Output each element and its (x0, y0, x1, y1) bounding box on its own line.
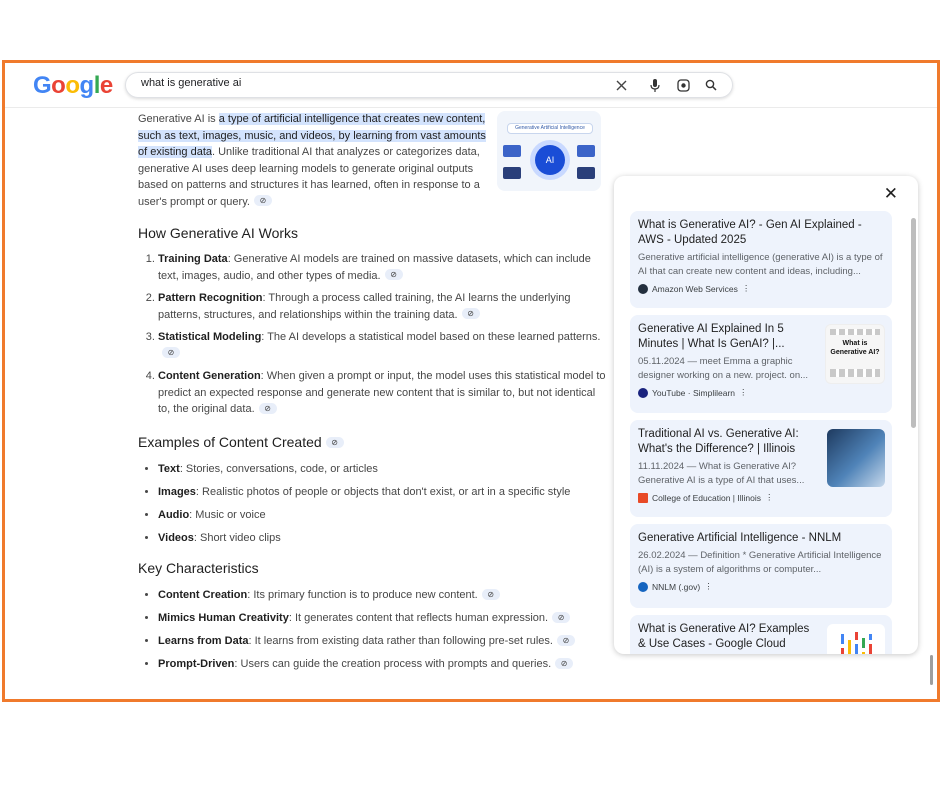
card-snippet: 26.02.2024 — Definition * Generative Artificial Intelligence (AI) is a system of algorithms or computer... (638, 550, 882, 575)
card-snippet: 11.11.2024 — What is Generative AI? Generative AI is a type of AI that uses... (638, 461, 805, 486)
thumbnail-title: Generative Artificial Intelligence (507, 123, 593, 134)
more-icon[interactable]: ⋮ (765, 492, 774, 502)
list-item (158, 507, 606, 524)
heading-text: Examples of Content Created (138, 434, 322, 450)
item-text: : When given a prompt or input, the model uses this statistical model to predict an expected response and generate new content that is similar to, but not identical to, the original data. (158, 370, 606, 415)
card-title[interactable]: What is Generative AI? - Gen AI Explained - AWS - Updated 2025 (638, 219, 862, 246)
ai-badge: AI (535, 145, 565, 175)
list-item (158, 633, 606, 650)
list-item (158, 329, 606, 362)
nnlm-favicon-icon (638, 582, 648, 592)
source-card[interactable] (630, 615, 892, 654)
source-card[interactable] (630, 524, 892, 608)
list-item (158, 587, 606, 604)
card-title[interactable]: Generative Artificial Intelligence - NNLM (638, 532, 842, 544)
close-icon[interactable]: ✕ (883, 184, 898, 203)
page-scrollbar[interactable] (930, 655, 933, 685)
item-term: Statistical Modeling (158, 331, 262, 343)
thumbnail-decoration (830, 369, 880, 377)
list-item (158, 290, 606, 323)
intro-prefix: Generative AI is (138, 113, 219, 125)
source-name: College of Education | Illinois (652, 492, 761, 503)
card-snippet: Generative artificial intelligence (generative AI) is a type of AI that can create new content and ideas, including... (638, 252, 883, 277)
microphone-icon[interactable] (646, 76, 664, 94)
logo-letter: e (99, 72, 113, 99)
logo-letter: l (93, 72, 100, 99)
item-term: Content Generation (158, 370, 261, 382)
more-icon[interactable]: ⋮ (741, 283, 751, 293)
search-header (5, 63, 937, 108)
intro-suffix: . Unlike traditional AI that analyzes or categorizes data, generative AI uses deep learning models to generate original outputs based on patterns and structures it has learned, often in response to a user's prompt or query. (138, 146, 480, 208)
illinois-favicon-icon (638, 493, 648, 503)
link-icon[interactable]: ⊘ (326, 437, 344, 448)
overview-intro (138, 111, 490, 210)
scrollbar-thumb[interactable] (911, 218, 916, 428)
ai-overview (138, 111, 606, 670)
card-title[interactable]: Generative AI Explained In 5 Minutes | What Is GenAI? |... (638, 323, 785, 350)
source-name: NNLM (.gov) (652, 581, 701, 592)
google-cloud-thumbnail[interactable] (827, 624, 885, 654)
source-card[interactable] (630, 315, 892, 413)
list-item (158, 368, 606, 418)
source-card[interactable] (630, 211, 892, 308)
search-icon[interactable] (702, 76, 720, 94)
intro-highlight: a type of artificial intelligence that creates new content, such as text, images, music, and videos, by learning from vast amounts of existing data (138, 113, 486, 158)
logo-letter: o (51, 72, 66, 99)
lens-icon[interactable] (674, 76, 692, 94)
source-name: Amazon Web Services (652, 283, 738, 294)
section-heading-works: How Generative AI Works (138, 225, 299, 241)
item-term: Content Creation (158, 589, 248, 601)
card-source (638, 283, 884, 294)
list-item (158, 610, 606, 627)
item-term: Text (158, 463, 180, 475)
item-term: Videos (158, 532, 194, 544)
item-text: : Short video clips (193, 532, 281, 544)
logo-letter: o (65, 72, 80, 99)
section-heading-examples (138, 434, 344, 451)
item-text: : Users can guide the creation process with prompts and queries. (234, 658, 552, 670)
link-icon[interactable]: ⊘ (385, 269, 403, 280)
link-icon[interactable]: ⊘ (552, 612, 570, 623)
list-item (158, 530, 606, 547)
examples-list (138, 461, 606, 553)
card-title[interactable]: What is Generative AI? Examples & Use Cases - Google Cloud (638, 623, 810, 650)
more-icon[interactable]: ⋮ (704, 581, 713, 591)
item-term: Audio (158, 509, 190, 521)
sources-panel (614, 176, 918, 654)
item-text: : It learns from existing data rather than following pre-set rules. (248, 635, 553, 647)
list-item (158, 251, 606, 284)
works-list (138, 251, 606, 424)
item-text: : Music or voice (189, 509, 266, 521)
card-title[interactable]: Traditional AI vs. Generative AI: What's the Difference? | Illinois (638, 428, 799, 455)
link-icon[interactable]: ⊘ (162, 347, 180, 358)
card-snippet: 05.11.2024 — meet Emma a graphic designer working on a new. project. on... (638, 356, 809, 381)
aws-favicon-icon (638, 284, 648, 294)
list-item (158, 461, 606, 478)
link-icon[interactable]: ⊘ (462, 308, 480, 319)
source-card[interactable] (630, 420, 892, 517)
source-cards (630, 211, 892, 654)
logo-letter: g (79, 72, 94, 99)
item-text: : The AI develops a statistical model based on these learned patterns. (261, 331, 601, 343)
list-item (158, 656, 606, 673)
section-heading-characteristics: Key Characteristics (138, 560, 259, 576)
link-icon[interactable]: ⊘ (482, 589, 500, 600)
card-source (638, 581, 884, 592)
link-icon[interactable]: ⊘ (557, 635, 575, 646)
search-input[interactable] (125, 72, 733, 98)
thumbnail-decoration (830, 329, 880, 335)
more-icon[interactable]: ⋮ (739, 387, 748, 397)
item-term: Training Data (158, 253, 228, 265)
logo-letter: G (33, 72, 52, 99)
source-name: YouTube · Simplilearn (652, 387, 735, 398)
card-source (638, 492, 884, 503)
item-text: : Its primary function is to produce new content. (247, 589, 478, 601)
item-term: Learns from Data (158, 635, 249, 647)
youtube-favicon-icon (638, 388, 648, 398)
item-text: : Stories, conversations, code, or articles (179, 463, 378, 475)
item-term: Mimics Human Creativity (158, 612, 289, 624)
thumbnail-caption: What is Generative AI? (830, 340, 880, 356)
list-item (158, 484, 606, 501)
item-text: : Through a process called training, the AI learns the underlying patterns, structures, and relationships within the training data. (158, 292, 571, 321)
browser-frame (2, 60, 940, 702)
link-icon[interactable]: ⊘ (254, 195, 272, 206)
google-logo[interactable] (33, 72, 113, 100)
card-source (638, 387, 884, 398)
characteristics-list (138, 587, 606, 679)
item-text: : Generative AI models are trained on massive datasets, which can include text, images, audio, and other types of media. (158, 253, 591, 282)
close-icon[interactable] (612, 76, 630, 94)
item-term: Pattern Recognition (158, 292, 263, 304)
link-icon[interactable]: ⊘ (555, 658, 573, 669)
item-text: : It generates content that reflects human expression. (288, 612, 549, 624)
item-term: Images (158, 486, 196, 498)
article-thumbnail[interactable] (827, 429, 885, 487)
item-text: : Realistic photos of people or objects that don't exist, or art in a specific style (195, 486, 571, 498)
search-query[interactable]: what is generative ai (141, 77, 242, 89)
link-icon[interactable]: ⊘ (259, 403, 277, 414)
video-thumbnail[interactable] (825, 324, 885, 384)
item-term: Prompt-Driven (158, 658, 235, 670)
panel-scrollbar[interactable] (911, 214, 916, 644)
